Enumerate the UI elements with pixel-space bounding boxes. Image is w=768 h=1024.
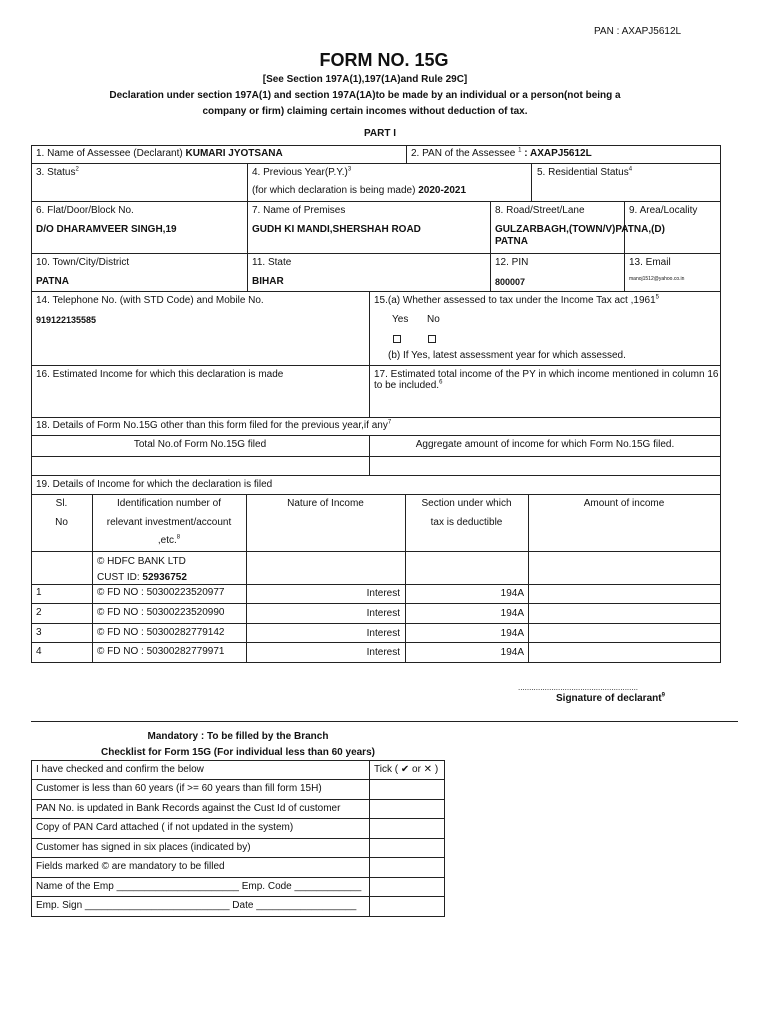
row-nature: Interest bbox=[366, 647, 400, 658]
id-header-3 bbox=[92, 535, 246, 547]
cust-id-value: 52936752 bbox=[142, 572, 187, 583]
footnote-ref: 4 bbox=[628, 166, 633, 173]
checklist-item: Emp. Sign __________________________ Date __________________ bbox=[36, 900, 357, 911]
no-checkbox[interactable] bbox=[428, 335, 436, 343]
checklist-item: Fields marked © are mandatory to be filled bbox=[36, 861, 225, 872]
row-id: © FD NO : 50300282779142 bbox=[97, 627, 225, 638]
footnote-ref: 2 bbox=[75, 166, 79, 173]
previous-year-sublabel: (for which declaration is being made) bbox=[252, 185, 416, 196]
part-heading: PART I bbox=[363, 128, 397, 139]
checklist-item: PAN No. is updated in Bank Records against the Cust Id of customer bbox=[36, 803, 341, 814]
footnote-ref: 8 bbox=[176, 534, 181, 541]
estimated-total-income-label-1: 17. Estimated total income of the PY in which income mentioned in column 16 bbox=[374, 369, 719, 380]
yes-label: Yes bbox=[392, 314, 409, 325]
road-label: 8. Road/Street/Lane bbox=[495, 205, 585, 216]
row-sl: 2 bbox=[36, 607, 42, 618]
row-id: © FD NO : 50300223520977 bbox=[97, 587, 225, 598]
assessed-question-label: 15.(a) Whether assessed to tax under the Income Tax act ,1961 bbox=[374, 295, 656, 306]
signature-label bbox=[556, 693, 665, 705]
row-sl: 4 bbox=[36, 646, 42, 657]
telephone-label: 14. Telephone No. (with STD Code) and Mobile No. bbox=[36, 295, 264, 306]
signature-line: ...................................................... bbox=[518, 683, 639, 692]
section-reference: [See Section 197A(1),197(1A)and Rule 29C] bbox=[262, 74, 468, 85]
pan-value: : AXAPJ5612L bbox=[524, 148, 592, 159]
estimated-income-label: 16. Estimated Income for which this declaration is made bbox=[36, 369, 284, 380]
row-section: 194A bbox=[500, 588, 524, 599]
row-nature: Interest bbox=[366, 608, 400, 619]
estimated-total-income-label-2 bbox=[374, 380, 442, 392]
email-label: 13. Email bbox=[629, 257, 671, 268]
pan-label: 2. PAN of the Assessee bbox=[411, 148, 516, 159]
assessee-name-value: KUMARI JYOTSANA bbox=[185, 148, 283, 159]
id-header-2: relevant investment/account bbox=[106, 517, 232, 528]
footnote-ref: 9 bbox=[661, 692, 665, 699]
section-divider bbox=[31, 721, 738, 722]
previous-year-sub bbox=[252, 185, 466, 197]
email-value: manoj1512@yahoo.co.in bbox=[629, 276, 685, 282]
status-field bbox=[36, 167, 79, 179]
assessed-question bbox=[374, 295, 659, 307]
id-header-3-text: ,etc. bbox=[157, 535, 177, 546]
signature-label-text: Signature of declarant bbox=[556, 693, 662, 704]
flat-value: D/O DHARAMVEER SINGH,19 bbox=[36, 224, 177, 235]
checklist-item: Customer has signed in six places (indicated by) bbox=[36, 842, 251, 853]
assessment-year-label: (b) If Yes, latest assessment year for which assessed. bbox=[388, 350, 626, 361]
checklist-item: Name of the Emp ______________________ Emp. Code ____________ bbox=[36, 881, 362, 892]
estimated-total-income-text: to be included. bbox=[374, 380, 440, 391]
pin-label: 12. PIN bbox=[495, 257, 529, 268]
pan-top: PAN : AXAPJ5612L bbox=[594, 26, 682, 37]
residential-status-label: 5. Residential Status bbox=[537, 167, 629, 178]
pin-value: 800007 bbox=[495, 277, 526, 287]
total-forms-header: Total No.of Form No.15G filed bbox=[133, 439, 267, 450]
row-section: 194A bbox=[500, 647, 524, 658]
status-label: 3. Status bbox=[36, 167, 76, 178]
flat-label: 6. Flat/Door/Block No. bbox=[36, 205, 134, 216]
assessee-name-field bbox=[36, 148, 283, 160]
previous-year-value: 2020-2021 bbox=[418, 185, 467, 196]
yes-checkbox[interactable] bbox=[393, 335, 401, 343]
cust-id-label: CUST ID: bbox=[97, 572, 140, 583]
row-nature: Interest bbox=[366, 628, 400, 639]
footnote-ref: 3 bbox=[347, 166, 352, 173]
footnote-ref: 6 bbox=[439, 379, 443, 386]
row-section: 194A bbox=[500, 608, 524, 619]
road-value-line1: GULZARBAGH,(TOWN/V)PATNA,(D) bbox=[495, 224, 665, 235]
section-header-2: tax is deductible bbox=[430, 517, 503, 528]
checklist-item: I have checked and confirm the below bbox=[36, 764, 204, 775]
cust-id bbox=[97, 572, 187, 584]
row-section: 194A bbox=[500, 628, 524, 639]
id-header-1: Identification number of bbox=[117, 498, 221, 509]
row-sl: 1 bbox=[36, 587, 42, 598]
other-forms-text: 18. Details of Form No.15G other than this form filed for the previous year,if any bbox=[36, 420, 388, 431]
checklist-title-1: Mandatory : To be filled by the Branch bbox=[147, 731, 329, 742]
tick-header: Tick ( ✔ or ✕ ) bbox=[374, 764, 439, 775]
town-value: PATNA bbox=[36, 276, 69, 287]
no-label: No bbox=[427, 314, 440, 325]
other-forms-label bbox=[36, 420, 391, 432]
road-value-line2: PATNA bbox=[495, 236, 528, 247]
telephone-value: 919122135585 bbox=[36, 315, 97, 325]
footnote-ref: 5 bbox=[655, 294, 659, 301]
declaration-line-1: Declaration under section 197A(1) and section 197A(1A)to be made by an individual or a person(not being a bbox=[109, 90, 621, 101]
row-id: © FD NO : 50300282779971 bbox=[97, 646, 225, 657]
income-details-label: 19. Details of Income for which the declaration is filed bbox=[36, 479, 273, 490]
pan-field bbox=[411, 148, 592, 160]
town-label: 10. Town/City/District bbox=[36, 257, 130, 268]
section-header-1: Section under which bbox=[421, 498, 512, 509]
row-sl: 3 bbox=[36, 627, 42, 638]
state-label: 11. State bbox=[252, 257, 292, 268]
sl-header-1: Sl. bbox=[55, 498, 68, 509]
row-nature: Interest bbox=[366, 588, 400, 599]
form-title: FORM NO. 15G bbox=[319, 50, 449, 70]
row-id: © FD NO : 50300223520990 bbox=[97, 607, 225, 618]
assessee-name-label: 1. Name of Assessee (Declarant) bbox=[36, 148, 183, 159]
declaration-line-2: company or firm) claiming certain incomes without deduction of tax. bbox=[202, 106, 528, 117]
checklist-title-2: Checklist for Form 15G (For individual less than 60 years) bbox=[101, 747, 375, 758]
aggregate-amount-header: Aggregate amount of income for which Form No.15G filed. bbox=[415, 439, 675, 450]
state-value: BIHAR bbox=[252, 276, 284, 287]
bank-name: © HDFC BANK LTD bbox=[97, 556, 186, 567]
sl-header-2: No bbox=[55, 517, 68, 528]
area-label: 9. Area/Locality bbox=[629, 205, 698, 216]
previous-year-label: 4. Previous Year(P.Y.) bbox=[252, 167, 348, 178]
amount-header: Amount of income bbox=[583, 498, 665, 509]
footnote-ref: 7 bbox=[387, 419, 392, 426]
previous-year-field bbox=[252, 167, 351, 179]
nature-header: Nature of Income bbox=[287, 498, 364, 509]
checklist-item: Copy of PAN Card attached ( if not updated in the system) bbox=[36, 822, 294, 833]
checklist-item: Customer is less than 60 years (if >= 60 years than fill form 15H) bbox=[36, 783, 322, 794]
footnote-ref: 1 bbox=[518, 147, 522, 154]
residential-status-field bbox=[537, 167, 632, 179]
premises-label: 7. Name of Premises bbox=[252, 205, 346, 216]
premises-value: GUDH KI MANDI,SHERSHAH ROAD bbox=[252, 224, 421, 235]
